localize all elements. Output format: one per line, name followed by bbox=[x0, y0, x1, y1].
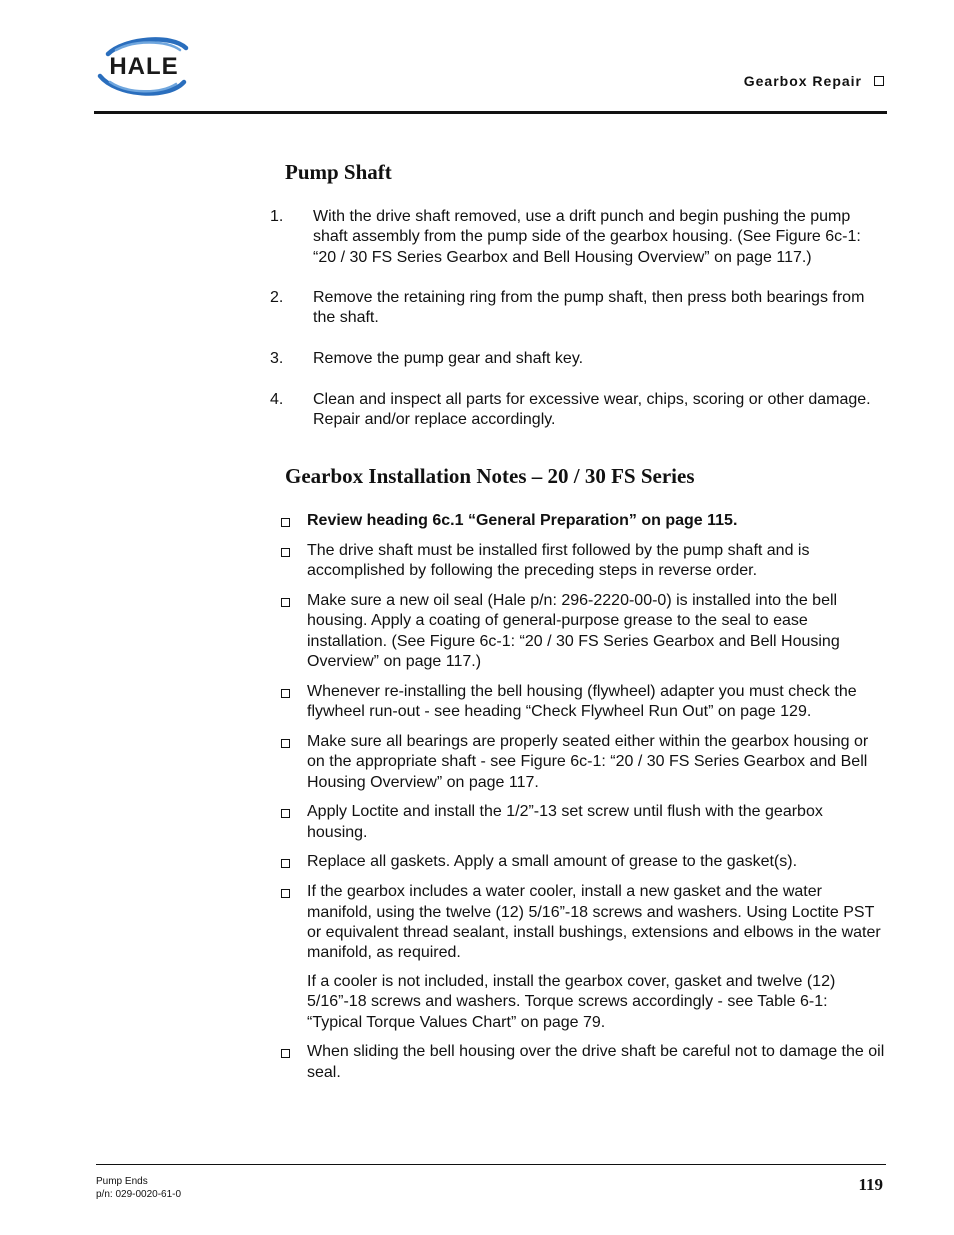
square-bullet-icon bbox=[270, 682, 307, 723]
list-item bbox=[270, 541, 886, 582]
note-continuation-text: If a cooler is not included, install the gearbox cover, gasket and twelve (12) 5/16”-18 screws and washers. Torque screws accordingly - see Table 6-1: “Typical Torque Values Chart” on page 79. bbox=[307, 972, 836, 1031]
list-item bbox=[270, 852, 886, 872]
step-number: 2. bbox=[270, 289, 284, 307]
note-text: Apply Loctite and install the 1/2”-13 set screw until flush with the gearbox housing. bbox=[307, 803, 823, 841]
note-text: Make sure a new oil seal (Hale p/n: 296-2220-00-0) is installed into the bell housing. Apply a coating of general-purpose grease to the seal to ease installation. (See Figure 6c-1: “20 / 30 FS Series Gearbox and Bell Housing Overview” on page 117.) bbox=[307, 592, 840, 671]
step-text: With the drive shaft removed, use a drift punch and begin pushing the pump shaft assembly from the pump side of the gearbox housing. (See Figure 6c-1: “20 / 30 FS Series Gearbox and Bell Housing Overview” on page 117.) bbox=[313, 208, 861, 266]
note-text: Make sure all bearings are properly seated either within the gearbox housing or on the appropriate shaft - see Figure 6c-1: “20 / 30 FS Series Gearbox and Bell Housing Overview” on page 117. bbox=[307, 732, 869, 791]
installation-notes-list bbox=[270, 511, 886, 1083]
note-text: Whenever re-installing the bell housing (flywheel) adapter you must check the flywheel run-out - see heading “Check Flywheel Run Out” on page 129. bbox=[307, 682, 857, 721]
square-bullet-icon bbox=[270, 541, 307, 582]
step-text: Remove the retaining ring from the pump shaft, then press both bearings from the shaft. bbox=[313, 289, 865, 327]
header-section-title bbox=[744, 73, 884, 89]
list-item bbox=[270, 1042, 886, 1083]
note-text: When sliding the bell housing over the drive shaft be careful not to damage the oil seal. bbox=[307, 1043, 885, 1081]
list-item bbox=[270, 802, 886, 843]
list-item bbox=[270, 288, 886, 329]
square-bullet-icon bbox=[270, 591, 307, 672]
list-item bbox=[270, 390, 886, 431]
square-bullet-icon bbox=[270, 882, 307, 963]
footer-part-number: p/n: 029-0020-61-0 bbox=[96, 1189, 182, 1200]
square-bullet-icon bbox=[270, 732, 307, 793]
step-number: 3. bbox=[270, 350, 284, 368]
pump-shaft-steps bbox=[270, 207, 886, 430]
list-item bbox=[270, 682, 886, 723]
square-bullet-icon bbox=[270, 1042, 307, 1083]
step-text: Clean and inspect all parts for excessive wear, chips, scoring or other damage. Repair and/or replace accordingly. bbox=[313, 390, 871, 428]
square-bullet-icon bbox=[270, 852, 307, 872]
list-item bbox=[270, 591, 886, 672]
note-text: The drive shaft must be installed first followed by the pump shaft and is accomplished by following the preceding steps in reverse order. bbox=[307, 542, 810, 580]
note-text: Replace all gaskets. Apply a small amount of grease to the gasket(s). bbox=[307, 853, 798, 871]
list-item bbox=[270, 732, 886, 793]
page-content bbox=[270, 160, 886, 1092]
list-item bbox=[270, 349, 886, 369]
header-rule bbox=[94, 111, 887, 114]
step-number: 1. bbox=[270, 208, 284, 225]
list-item bbox=[270, 207, 886, 268]
pump-shaft-heading: Pump Shaft bbox=[285, 160, 392, 184]
note-text: If the gearbox includes a water cooler, install a new gasket and the water manifold, using the twelve (12) 5/16”-18 screws and washers. Using Loctite PST or equivalent thread sealant, install bushings, extensions and elbows in the water manifold, as required. bbox=[307, 883, 881, 962]
step-number: 4. bbox=[270, 390, 284, 408]
list-item bbox=[270, 882, 886, 963]
hale-logo bbox=[94, 34, 194, 100]
installation-notes-heading: Gearbox Installation Notes – 20 / 30 FS Series bbox=[285, 464, 695, 489]
logo-text: HALE bbox=[109, 53, 179, 80]
step-text: Remove the pump gear and shaft key. bbox=[313, 350, 584, 368]
footer-doc-title: Pump Ends bbox=[96, 1176, 148, 1187]
square-bullet-icon bbox=[270, 511, 307, 531]
header-section-label: Gearbox Repair bbox=[743, 73, 862, 89]
square-bullet-icon bbox=[270, 802, 307, 843]
page-number: 119 bbox=[858, 1175, 883, 1194]
square-bullet-icon bbox=[874, 76, 884, 86]
note-text: Review heading 6c.1 “General Preparation” on page 115. bbox=[307, 512, 738, 530]
footer-doc-info bbox=[96, 1175, 181, 1201]
footer-rule bbox=[96, 1164, 886, 1165]
list-item bbox=[270, 511, 886, 531]
note-continuation bbox=[270, 972, 886, 1033]
